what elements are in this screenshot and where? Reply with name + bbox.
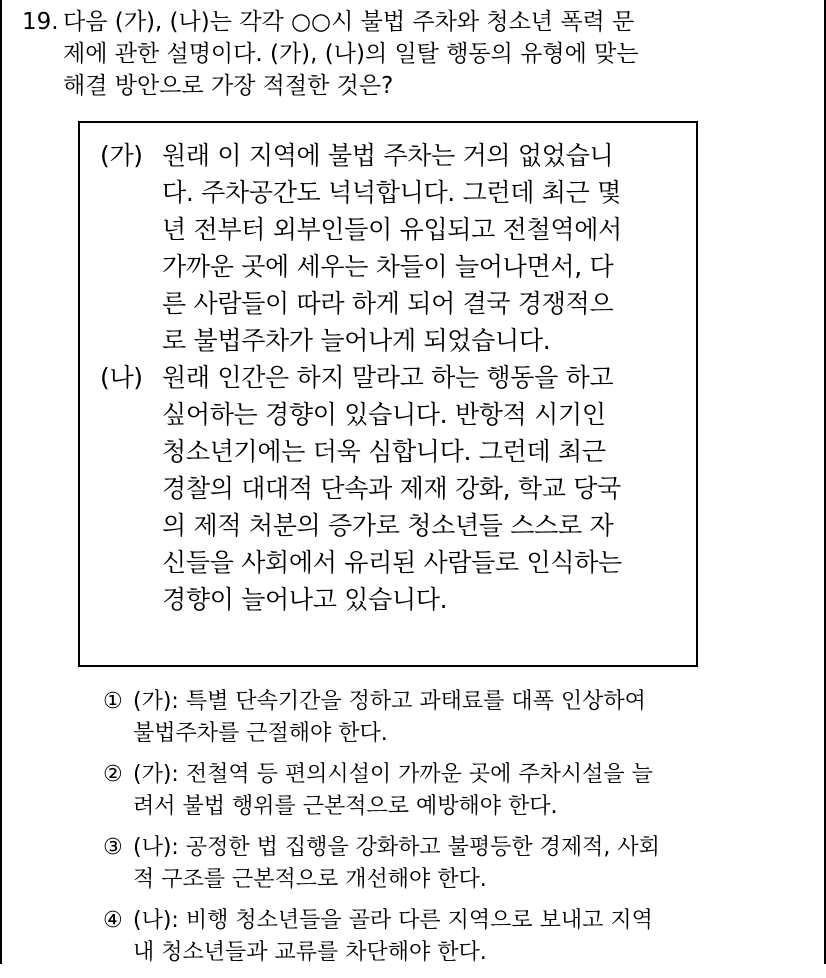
passage-ga-line: 로 불법주차가 늘어나게 되었습니다. [162,326,551,355]
passage-na-label: (나) [100,363,143,392]
passage-ga-line [100,137,680,174]
option-line [103,759,793,791]
answer-option-2[interactable] [103,759,793,823]
option-number-3: ③ [103,835,123,860]
passage-na-line: 싶어하는 경향이 있습니다. 반항적 시기인 [162,400,606,429]
answer-option-1[interactable] [103,686,793,750]
question-number: 19. [22,9,59,35]
option-line: 려서 불법 행위를 근본적으로 예방해야 한다. [133,794,558,819]
question-text: 다음 (가), (나)는 각각 ○○시 불법 주차와 청소년 폭력 문 [63,9,635,35]
passage-ga-line: 다. 주차공간도 넉넉합니다. 그런데 최근 몇 [162,178,621,207]
option-line [103,905,793,937]
option-text: (가): 전철역 등 편의시설이 가까운 곳에 주차시설을 늘 [133,762,653,787]
option-number-1: ① [103,689,123,714]
answer-option-3[interactable] [103,832,793,896]
question-line [22,6,792,38]
option-line: 내 청소년들과 교류를 차단해야 한다. [133,940,487,965]
option-number-2: ② [103,762,123,787]
option-line: 적 구조를 근본적으로 개선해야 한다. [133,867,487,892]
passage-ga-text: 원래 이 지역에 불법 주차는 거의 없었습니 [162,141,614,170]
passage-box [78,121,698,667]
option-number-4: ④ [103,908,123,933]
passage-ga-label: (가) [100,141,143,170]
passage-na-line: 신들을 사회에서 유리된 사람들로 인식하는 [162,548,622,577]
passage-na-text: 원래 인간은 하지 말라고 하는 행동을 하고 [162,363,614,392]
option-text: (나): 비행 청소년들을 골라 다른 지역으로 보내고 지역 [133,908,653,933]
answer-options [103,686,793,978]
passage-ga-line: 른 사람들이 따라 하게 되어 결국 경쟁적으 [162,289,614,318]
option-text: (가): 특별 단속기간을 정하고 과태료를 대폭 인상하여 [133,689,646,714]
passage-na-line: 경찰의 대대적 단속과 제재 강화, 학교 당국 [162,474,621,503]
option-text: (나): 공정한 법 집행을 강화하고 불평등한 경제적, 사회 [133,835,660,860]
passage [100,137,680,618]
passage-na-line: 경향이 늘어나고 있습니다. [162,585,448,614]
question-line: 해결 방안으로 가장 적절한 것은? [63,73,394,99]
passage-na-line [100,359,680,396]
question-line: 제에 관한 설명이다. (가), (나)의 일탈 행동의 유형에 맞는 [63,41,639,67]
answer-option-4[interactable] [103,905,793,969]
passage-ga-line: 년 전부터 외부인들이 유입되고 전철역에서 [162,215,622,244]
passage-na-line: 의 제적 처분의 증가로 청소년들 스스로 자 [162,511,614,540]
passage-na-line: 청소년기에는 더욱 심합니다. 그런데 최근 [162,437,606,466]
option-line [103,832,793,864]
question-stem [22,6,792,102]
option-line: 불법주차를 근절해야 한다. [133,721,388,746]
option-line [103,686,793,718]
passage-ga-line: 가까운 곳에 세우는 차들이 늘어나면서, 다 [162,252,614,281]
